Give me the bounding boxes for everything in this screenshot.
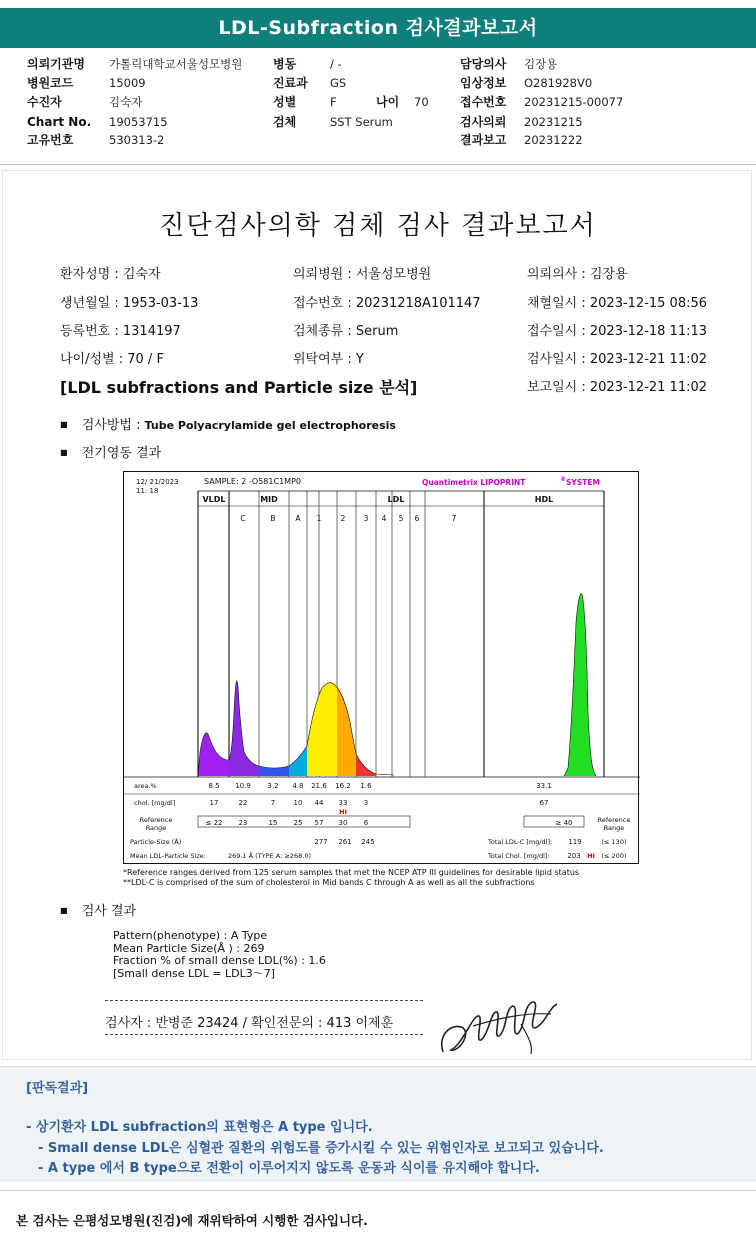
band-label: 3 [363, 514, 369, 523]
area-row-label: area.% [134, 782, 157, 790]
header-label: 성별 [273, 95, 297, 109]
total-chol-label: Total Chol. [mg/dl]: [488, 852, 550, 860]
header-label: 검사의뢰 [460, 115, 507, 129]
verdict-line: - Small dense LDL은 심혈관 질환의 위험도를 증가시킬 수 있는 위험인자로 보고되고 있습니다. [38, 1141, 604, 1156]
total-chol-ref: (≤ 200) [601, 852, 627, 860]
ref-label: Range [145, 824, 167, 832]
header-label: 담당의사 [460, 57, 507, 71]
mean-size-label: Mean LDL-Particle Size: [130, 852, 206, 860]
hi-flag: HI [339, 808, 347, 816]
group-label-vldl: VLDL [202, 495, 226, 504]
header-label: 고유번호 [27, 133, 74, 147]
header-label: 진료과 [273, 76, 308, 90]
ref-value: ≤ 22 [205, 819, 223, 827]
header-value: 가톨릭대학교서울성모병원 [109, 57, 243, 71]
patient-info: 등록번호 : 1314197 [60, 324, 181, 339]
area-value: 33.1 [536, 782, 552, 790]
chart-notes [123, 868, 579, 888]
header-label: 접수번호 [460, 95, 507, 109]
chart-brand-tail: SYSTEM [566, 478, 600, 487]
band-label: 4 [381, 514, 387, 523]
header-value: / - [330, 57, 342, 71]
ref-label-right: Range [603, 824, 625, 832]
chol-value: 44 [314, 799, 324, 807]
verdict-line: - 상기환자 LDL subfraction의 표현형은 A type 입니다. [26, 1120, 373, 1135]
result-line: Mean Particle Size(Å ) : 269 [113, 941, 265, 955]
report-heading: 진단검사의학 검체 검사 결과보고서 [159, 211, 597, 241]
note-line: *Reference ranges derived from 125 serum samples that met the NCEP ATP III guidelines for desirable lipid status [123, 868, 580, 877]
chart-time: 11: 18 [136, 487, 159, 495]
band-label: 5 [398, 514, 404, 523]
header-value: 530313-2 [109, 133, 165, 147]
ref-label-right: Reference [597, 816, 631, 824]
area-value: 16.2 [335, 782, 351, 790]
header-value: O281928V0 [524, 76, 593, 90]
patient-info: 의뢰의사 : 김장용 [527, 267, 628, 282]
header-value: 20231215-00077 [524, 95, 624, 109]
header-value: F [330, 95, 337, 109]
psize-value: 245 [361, 838, 375, 846]
header-label: 병원코드 [27, 76, 74, 90]
ref-value: 15 [268, 819, 278, 827]
band-label: 2 [340, 514, 346, 523]
patient-info: 의뢰병원 : 서울성모병원 [293, 267, 432, 282]
chol-value: 10 [293, 799, 303, 807]
patient-info: 접수일시 : 2023-12-18 11:13 [527, 324, 708, 339]
chart-date: 12/ 21/2023 [136, 478, 179, 486]
ref-value: 25 [293, 819, 303, 827]
area-value: 3.2 [267, 782, 279, 790]
header-label: 수진자 [27, 95, 62, 109]
chart-brand-reg: ® [560, 476, 566, 483]
ref-box [198, 816, 410, 827]
density-peak [259, 766, 289, 776]
total-chol-value: 203 [567, 852, 581, 860]
chol-value: 67 [539, 799, 549, 807]
ref-label: Reference [139, 816, 173, 824]
method-line [60, 414, 396, 433]
band-label: 7 [451, 514, 457, 523]
divider [0, 1190, 756, 1191]
verdict-body [0, 1104, 756, 1182]
ref-value: 23 [238, 819, 248, 827]
header-value: SST Serum [330, 115, 393, 129]
header-value: 김숙자 [109, 95, 143, 109]
header-value: 김장용 [524, 57, 558, 71]
band-label: 6 [414, 514, 420, 523]
divider [0, 164, 756, 165]
verdict-title: [판독결과] [26, 1081, 89, 1096]
total-ldl-ref: (≤ 130) [601, 838, 627, 846]
header-label: 임상정보 [460, 76, 507, 90]
psize-value: 261 [338, 838, 352, 846]
report-title-bar [0, 8, 756, 48]
header-value: 15009 [109, 76, 146, 90]
density-peak [307, 683, 337, 776]
area-value: 10.9 [235, 782, 251, 790]
band-label: C [240, 514, 246, 523]
inspector-line: 검사자 : 반병준 23424 / 확인전문의 : 413 이제훈 [105, 1016, 394, 1031]
chart-brand: Quantimetrix LIPOPRINT [422, 478, 526, 487]
band-label: A [295, 514, 301, 523]
patient-info: 환자성명 : 김숙자 [60, 267, 161, 282]
electrophoresis-svg [124, 472, 640, 865]
patient-info: 검체종류 : Serum [293, 324, 399, 339]
result-label-text: 검사 결과 [81, 904, 137, 919]
band-label: B [270, 514, 276, 523]
area-value: 8.5 [208, 782, 220, 790]
psize-label: Particle-Size (Å) [130, 838, 182, 846]
hdl-ref-value: ≥ 40 [555, 819, 573, 827]
header-label: 나이 [376, 95, 400, 109]
density-peak [337, 686, 356, 776]
header-value: 19053715 [109, 115, 168, 129]
header-value: GS [330, 76, 347, 90]
header-value: 20231215 [524, 115, 583, 129]
total-chol-hi: HI [587, 852, 595, 860]
electrophoresis-chart [123, 471, 639, 864]
electro-label-text: 전기영동 결과 [81, 446, 162, 461]
group-label-hdl: HDL [534, 495, 554, 504]
group-label-ldl: LDL [387, 495, 405, 504]
result-line: [Small dense LDL = LDL3～7] [113, 966, 276, 980]
header-label: 검체 [273, 115, 297, 129]
signature-image [433, 994, 563, 1058]
verdict-line: - A type 에서 B type으로 전환이 이루어지지 않도록 운동과 식이를 유지해야 합니다. [38, 1161, 540, 1176]
header-info [0, 50, 756, 164]
footer-note: 본 검사는 은평성모병원(진검)에 재위탁하여 시행한 검사입니다. [16, 1213, 368, 1228]
chol-value: 7 [270, 799, 276, 807]
header-label: 결과보고 [460, 133, 507, 147]
density-peak [564, 594, 596, 776]
area-value: 4.8 [292, 782, 304, 790]
method-label: 검사방법 : [81, 418, 141, 433]
header-label: 의뢰기관명 [27, 57, 85, 71]
chol-value: 3 [363, 799, 369, 807]
dashed-divider [105, 1000, 423, 1001]
ref-value: 6 [363, 819, 369, 827]
chol-value: 33 [338, 799, 348, 807]
chol-value: 22 [238, 799, 248, 807]
chol-value: 17 [209, 799, 219, 807]
density-peak [229, 681, 259, 776]
patient-info: 검사일시 : 2023-12-21 11:02 [527, 352, 708, 367]
header-label: Chart No. [27, 115, 92, 129]
verdict-header [0, 1066, 756, 1104]
result-line: Pattern(phenotype) : A Type [113, 929, 268, 942]
header-value: 70 [414, 95, 429, 109]
chart-sample-id: SAMPLE: 2 -O581C1MP0 [204, 477, 301, 486]
patient-info: 접수번호 : 20231218A101147 [293, 296, 481, 311]
section-title: [LDL subfractions and Particle size 분석] [60, 378, 418, 397]
patient-info: 위탁여부 : Y [293, 352, 364, 367]
area-value: 1.6 [360, 782, 372, 790]
page-title: LDL-Subfraction 검사결과보고서 [218, 17, 538, 39]
header-value: 20231222 [524, 133, 583, 147]
hdl-ref-box [524, 816, 584, 827]
chol-row-label: chol. [mg/dl] [134, 799, 176, 807]
electrophoresis-label [60, 442, 161, 461]
note-line: **LDL-C is comprised of the sum of cholesterol in Mid bands C through A as well as all the subfractions [123, 878, 535, 887]
result-line: Fraction % of small dense LDL(%) : 1.6 [113, 954, 326, 967]
mean-size-value: 269.1 Å (TYPE A; ≥268.0) [228, 852, 312, 860]
header-label: 병동 [273, 57, 297, 71]
ref-value: 57 [314, 819, 324, 827]
report-date: 보고일시 : 2023-12-21 11:02 [527, 380, 708, 395]
band-label: 1 [316, 514, 322, 523]
ref-value: 30 [338, 819, 348, 827]
total-ldl-label: Total LDL-C [mg/dl]: [488, 838, 553, 846]
group-label-mid: MID [260, 495, 278, 504]
result-block [113, 930, 326, 980]
result-label [60, 900, 136, 919]
psize-value: 277 [314, 838, 328, 846]
area-value: 21.6 [311, 782, 327, 790]
method-value: Tube Polyacrylamide gel electrophoresis [144, 419, 396, 432]
patient-info: 채혈일시 : 2023-12-15 08:56 [527, 296, 708, 311]
patient-info: 나이/성별 : 70 / F [60, 352, 164, 367]
total-ldl-value: 119 [568, 838, 582, 846]
patient-info: 생년월일 : 1953-03-13 [60, 296, 199, 311]
dashed-divider [105, 1034, 423, 1035]
